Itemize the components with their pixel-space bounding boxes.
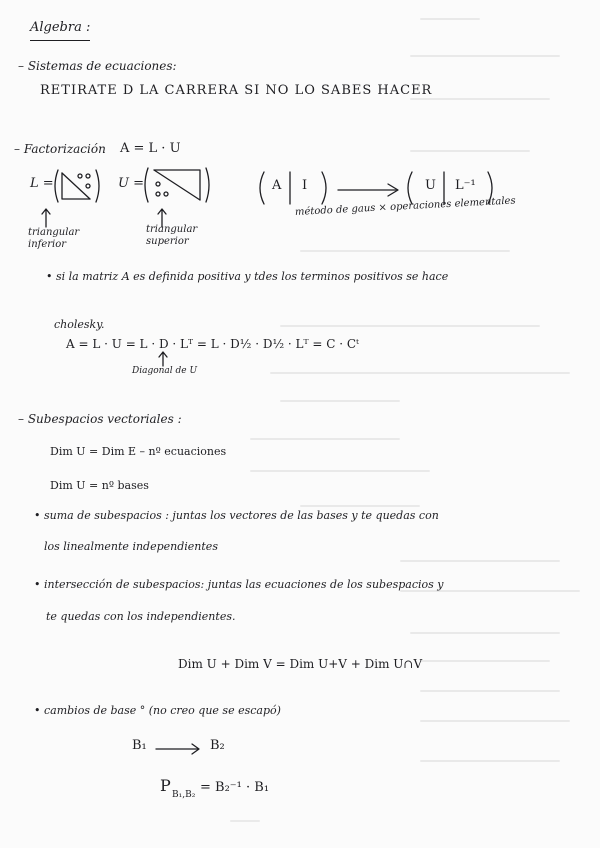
page-heading: Algebra : bbox=[30, 20, 91, 35]
sum-line-1: • suma de subespacios : juntas los vectores de las bases y te quedas con bbox=[34, 509, 439, 522]
heading-underline bbox=[30, 40, 90, 41]
gauss-a: A bbox=[272, 178, 282, 193]
u-matrix-label: U = bbox=[118, 176, 144, 191]
change-matrix-subscript: B₁,B₂ bbox=[172, 790, 196, 800]
change-matrix-rhs: = B₂⁻¹ · B₁ bbox=[200, 780, 270, 795]
factorization-formula: A = L · U bbox=[120, 141, 181, 156]
arrow-up-icon bbox=[40, 208, 52, 228]
dim-formula: Dim U = Dim E – nº ecuaciones bbox=[50, 445, 227, 458]
cholesky-formula: A = L · U = L · D · Lᵀ = L · D½ · D½ · Lᵀ = C · Cᵗ bbox=[66, 337, 359, 351]
intersection-line-1: • intersección de subespacios: juntas las ecuaciones de los subespacios y bbox=[34, 578, 444, 591]
u-caption: triangular superior bbox=[146, 224, 198, 247]
basis-b2: B₂ bbox=[210, 738, 225, 753]
factorization-label: – Factorización bbox=[14, 142, 106, 156]
gauss-linv: L⁻¹ bbox=[455, 178, 476, 193]
change-matrix-p: P bbox=[160, 776, 171, 795]
positive-definite-note: • si la matriz A es definida positiva y tdes los terminos positivos se hace bbox=[46, 270, 449, 283]
sum-line-2: los linealmente independientes bbox=[44, 540, 218, 553]
arrow-up-icon bbox=[157, 351, 169, 367]
basis-change-label: • cambios de base ° (no creo que se escapó) bbox=[34, 704, 281, 717]
l-matrix-label: L = bbox=[30, 176, 54, 191]
subspaces-label: – Subespacios vectoriales : bbox=[18, 412, 182, 426]
upper-triangular-matrix-icon bbox=[142, 166, 212, 204]
cholesky-word: cholesky. bbox=[54, 318, 105, 331]
gauss-i: I bbox=[302, 178, 308, 193]
dim-bases: Dim U = nº bases bbox=[50, 479, 149, 492]
l-caption: triangular inferior bbox=[28, 227, 80, 250]
diagonal-note: Diagonal de U bbox=[132, 366, 198, 376]
systems-label: – Sistemas de ecuaciones: bbox=[18, 59, 177, 73]
basis-b1: B₁ bbox=[132, 738, 147, 753]
arrow-right-icon bbox=[154, 742, 204, 756]
grassmann-formula: Dim U + Dim V = Dim U+V + Dim U∩V bbox=[178, 657, 423, 671]
systems-motto: RETIRATE D LA CARRERA SI NO LO SABES HACER bbox=[40, 83, 433, 98]
lower-triangular-matrix-icon bbox=[52, 168, 102, 204]
intersection-line-2: te quedas con los independientes. bbox=[46, 610, 236, 623]
gauss-note: método de gaus × operaciones elementales bbox=[294, 195, 516, 218]
gauss-u: U bbox=[425, 178, 436, 193]
